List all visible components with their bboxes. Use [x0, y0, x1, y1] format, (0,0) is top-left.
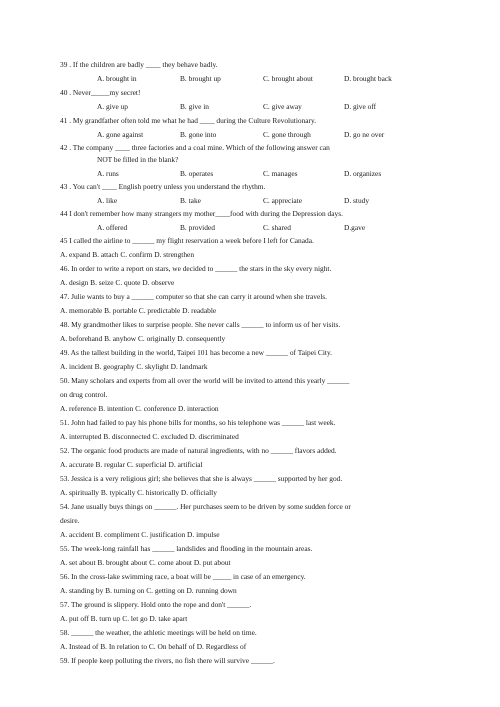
question-48-stem: 48. My grandmother likes to surprise people. She never calls ______ to inform us of her visits.: [60, 320, 341, 329]
question-44-option-a: A. offered: [97, 223, 128, 232]
question-43-stem: 43 . You can't ____ English poetry unless you understand the rhythm.: [60, 182, 266, 191]
question-48-options: A. beforehand B. anyhow C. originally D. consequently: [60, 334, 226, 343]
question-56-stem: 56. In the cross-lake swimming race, a boat will be _____ in case of an emergency.: [60, 572, 306, 581]
question-58-options: A. Instead of B. In relation to C. On behalf of D. Regardless of: [60, 642, 247, 651]
question-54-options: A. accident B. compliment C. justification D. impulse: [60, 530, 220, 539]
question-43-option-d: D. study: [344, 196, 370, 205]
question-57-stem: 57. The ground is slippery. Hold onto the rope and don't ______.: [60, 600, 252, 609]
question-57-options: A. put off B. turn up C. let go D. take apart: [60, 614, 188, 623]
question-43-option-a: A. like: [97, 196, 118, 205]
question-40-stem: 40 . Never_____my secret!: [60, 88, 141, 97]
question-42-option-b: B. operates: [180, 169, 214, 178]
question-54-stem-continued: desire.: [60, 516, 80, 525]
question-45-stem: 45 I called the airline to ______ my flight reservation a week before I left for Canada.: [60, 236, 314, 245]
question-42-stem: 42 . The company ____ three factories and a coal mine. Which of the following answer can: [60, 143, 330, 152]
question-49-options: A. incident B. geography C. skylight D. landmark: [60, 362, 208, 371]
question-44-stem: 44 I don't remember how many strangers my mother____food with during the Depression days.: [60, 209, 343, 218]
question-51-stem: 51. John had failed to pay his phone bills for months, so his telephone was ______ last week.: [60, 418, 336, 427]
question-52-stem: 52. The organic food products are made of natural ingredients, with no ______ flavors added.: [60, 446, 337, 455]
question-43-option-b: B. take: [180, 196, 201, 205]
question-54-stem: 54. Jane usually buys things on ______. Her purchases seem to be driven by some sudden force or: [60, 502, 351, 511]
question-42-option-c: C. manages: [263, 169, 298, 178]
question-47-options: A. memorable B. portable C. predictable D. readable: [60, 306, 217, 315]
question-46-stem: 46. In order to write a report on stars, we decided to ______ the stars in the sky every night.: [60, 264, 332, 273]
question-40-option-c: C. give away: [263, 102, 302, 111]
question-43-option-c: C. appreciate: [263, 196, 302, 205]
question-44-option-d: D.gave: [344, 223, 366, 232]
question-49-stem: 49. As the tallest building in the world, Taipei 101 has become a new ______ of Taipei City.: [60, 348, 333, 357]
question-58-stem: 58. ______ the weather, the athletic meetings will be held on time.: [60, 628, 257, 637]
question-44-option-b: B. provided: [180, 223, 215, 232]
question-50-stem-continued: on drug control.: [60, 390, 108, 399]
question-40-option-a: A. give up: [97, 102, 128, 111]
question-41-stem: 41 . My grandfather often told me what he had ____ during the Culture Revolutionary.: [60, 116, 317, 125]
question-41-option-c: C. gone through: [263, 130, 311, 139]
question-55-stem: 55. The week-long rainfall has ______ landslides and flooding in the mountain areas.: [60, 544, 313, 553]
question-40-option-d: D. give off: [344, 102, 377, 111]
question-44-option-c: C. shared: [263, 223, 291, 232]
question-42-option-d: D. organizes: [344, 169, 382, 178]
question-39-option-b: B. brought up: [180, 74, 221, 83]
question-41-option-a: A. gone against: [97, 130, 144, 139]
question-59-stem: 59. If people keep polluting the rivers, no fish there will survive ______.: [60, 656, 275, 665]
question-39-option-d: D. brought back: [344, 74, 392, 83]
question-50-stem: 50. Many scholars and experts from all over the world will be invited to attend this yearly ______: [60, 376, 350, 385]
question-45-options: A. expand B. attach C. confirm D. strengthen: [60, 250, 195, 259]
question-56-options: A. standing by B. turning on C. getting on D. running down: [60, 586, 237, 595]
question-39-option-c: C. brought about: [263, 74, 313, 83]
question-53-stem: 53. Jessica is a very religious girl; she believes that she is always ______ supported by her god.: [60, 474, 343, 483]
question-46-options: A. design B. seize C. quote D. observe: [60, 278, 175, 287]
question-50-options: A. reference B. intention C. conference D. interaction: [60, 404, 219, 413]
question-52-options: A. accurate B. regular C. superficial D. artificial: [60, 460, 203, 469]
question-55-options: A. set about B. brought about C. come about D. put about: [60, 558, 231, 567]
question-41-option-b: B. gone into: [180, 130, 217, 139]
question-53-options: A. spiritually B. typically C. historically D. officially: [60, 488, 217, 497]
question-41-option-d: D. go ne over: [344, 130, 385, 139]
question-51-options: A. interrupted B. disconnected C. excluded D. discriminated: [60, 432, 239, 441]
question-39-option-a: A. brought in: [97, 74, 137, 83]
question-39-stem: 39 . If the children are badly ____ they behave badly.: [60, 60, 218, 69]
question-42-stem-continued: NOT be filled in the blank?: [97, 155, 179, 164]
question-40-option-b: B. give in: [180, 102, 209, 111]
question-47-stem: 47. Julie wants to buy a ______ computer so that she can carry it around when she travels.: [60, 292, 328, 301]
question-42-option-a: A. runs: [97, 169, 119, 178]
